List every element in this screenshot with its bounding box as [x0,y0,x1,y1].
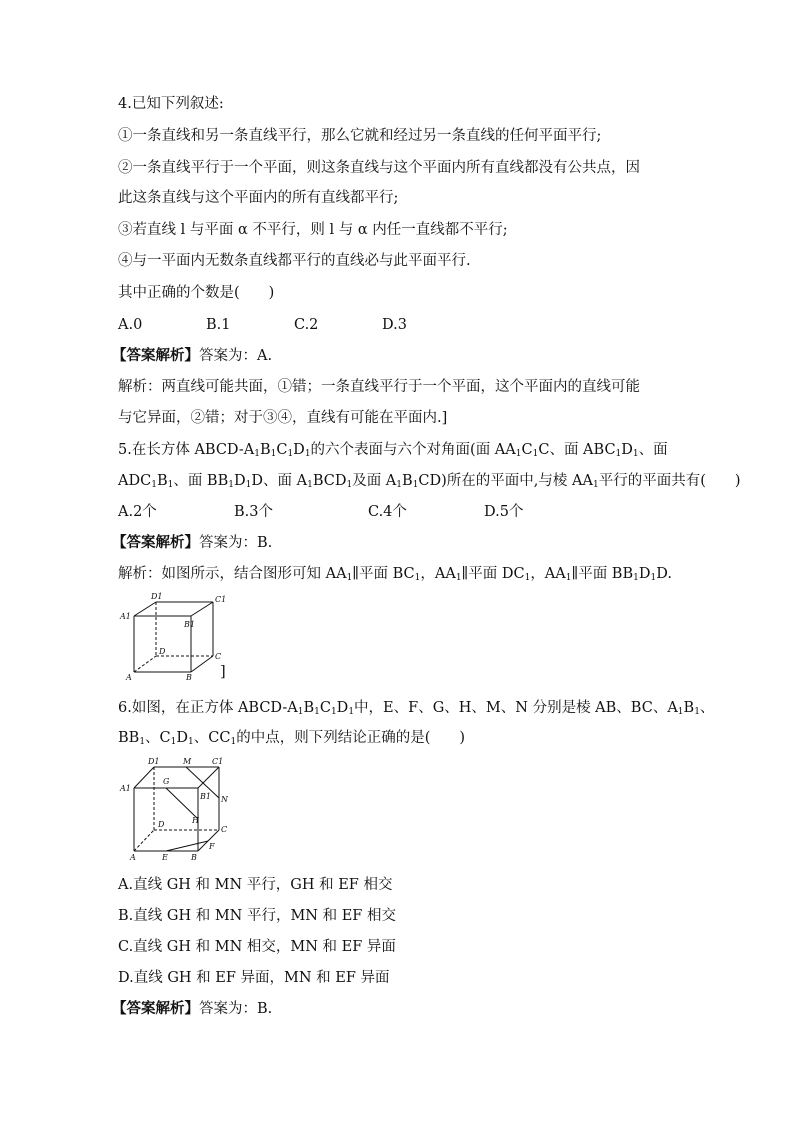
label-c: C [215,652,222,661]
text: 6.如图，在正方体 ABCD-A [118,700,298,716]
text: D [638,566,651,582]
label-b: B [191,853,197,862]
sub: 1 [524,573,531,583]
q4-option-d: D.3 [382,317,407,333]
sub: 1 [287,449,294,459]
text: B [156,473,168,489]
text: 解析：如图所示，结合图形可知 AA [118,566,347,582]
edge-bc [191,656,213,672]
label-a1: A1 [120,784,131,793]
edge-a1d1 [134,767,154,788]
q6-option-c: C.直线 GH 和 MN 相交，MN 和 EF 异面 [118,939,396,955]
label-d1: D1 [148,757,160,766]
sub: 1 [304,449,311,459]
q5-close-bracket: ] [220,664,226,680]
edge-b1c1 [198,767,219,788]
text: BCD [312,473,347,489]
text: 的六个表面与六个对角面(面 AA [310,442,516,458]
edge-ad-hidden [134,830,154,851]
label-m: M [183,757,192,766]
label-h: H [192,816,199,825]
label-b1: B1 [184,620,195,629]
answer-tag: 【答案解析】 [112,1001,199,1017]
sub: 1 [346,573,353,583]
sub: 1 [677,707,684,717]
text: D [233,473,246,489]
sub: 1 [170,737,177,747]
label-d1: D1 [151,592,163,601]
sub: 1 [307,480,313,490]
edge-ad-hidden [134,656,156,672]
text: 平行的平面共有( ) [598,473,741,489]
q6-option-d: D.直线 GH 和 EF 异面，MN 和 EF 异面 [118,970,390,986]
text: ADC [118,473,152,489]
text: ∥平面 DC [461,566,525,582]
sub: 1 [455,573,462,583]
text: B [259,442,271,458]
sub: 1 [414,573,421,583]
q4-answer [112,346,272,366]
answer-tag: 【答案解析】 [112,535,199,551]
sub: 1 [633,573,639,583]
sub: 1 [592,480,599,490]
text: D. [656,566,672,582]
q4-option-b: B.1 [206,317,231,333]
text: 及面 A [352,473,397,489]
answer-text: 答案为：B. [199,1001,273,1017]
text: C [319,700,331,716]
sub: 1 [694,707,700,717]
answer-text: 答案为：B. [199,535,273,551]
sub: 1 [396,480,403,490]
q4-option-a: A.0 [118,317,143,333]
segment-gh [166,788,198,819]
q4-statement-2a: ②一条直线平行于一个平面，则这条直线与这个平面内所有直线都没有公共点，因 [118,160,640,176]
sub: 1 [615,449,622,459]
text: 中，E、F、G、H、M、N 分别是棱 AB、BC、A [354,700,678,716]
text: C [521,442,533,458]
q5-line-1 [118,440,668,460]
q6-option-a: A.直线 GH 和 MN 平行，GH 和 EF 相交 [118,877,393,893]
label-b: B [186,673,192,682]
label-d: D [159,647,166,656]
text: D [176,730,189,746]
text: 5.在长方体 ABCD-A [118,442,255,458]
q6-line-2 [118,728,465,748]
q4-option-c: C.2 [294,317,319,333]
sub: 1 [330,707,337,717]
label-c1: C1 [215,595,227,604]
text: 、 [699,700,715,716]
label-n: N [221,795,228,804]
text: D [621,442,633,458]
text: 、C [145,730,171,746]
sub: 1 [314,707,320,717]
sub: 1 [139,737,146,747]
label-b1: B1 [200,792,211,801]
text: D [293,442,305,458]
sub: 1 [515,449,522,459]
q6-answer [112,999,272,1019]
q5-option-c: C.4个 [368,504,407,520]
text: D [336,700,349,716]
text: ，AA [530,566,566,582]
label-f: F [209,842,215,851]
sub: 1 [188,737,194,747]
q4-question: 其中正确的个数是( ) [118,285,275,301]
edge-b1c1 [191,602,213,616]
q4-statement-1: ①一条直线和另一条直线平行，那么它就和经过另一条直线的任何平面平行; [118,128,602,144]
label-a: A [130,853,136,862]
sub: 1 [632,449,639,459]
q6-cube-figure [118,755,238,863]
text: 的中点，则下列结论正确的是( ) [236,730,466,746]
q5-explanation [118,564,672,584]
answer-tag: 【答案解析】 [112,348,199,364]
text: ∥平面 BC [352,566,415,582]
text: ，AA [420,566,456,582]
q5-option-b: B.3个 [234,504,273,520]
q5-option-d: D.5个 [484,504,524,520]
q5-cuboid-figure [118,590,228,682]
text: BB [118,730,140,746]
sub: 1 [254,449,260,459]
label-e: E [162,853,168,862]
answer-text: 答案为：A. [199,348,273,364]
sub: 1 [228,480,234,490]
q4-explanation-2: 与它异面，②错；对于③④，直线有可能在平面内.] [118,410,448,426]
text: B [683,700,695,716]
text: 、面 BB [173,473,229,489]
q4-statement-4: ④与一平面内无数条直线都平行的直线必与此平面平行. [118,253,471,269]
q5-line-2 [118,471,741,491]
sub: 1 [230,737,237,747]
sub: 1 [167,480,174,490]
edge-a1d1 [134,602,156,616]
text: 、CC [193,730,231,746]
text: D、面 A [251,473,308,489]
segment-ef [166,841,208,851]
q6-option-b: B.直线 GH 和 MN 平行，MN 和 EF 相交 [118,908,396,924]
sub: 1 [270,449,277,459]
sub: 1 [151,480,157,490]
sub: 1 [565,573,572,583]
label-a1: A1 [120,612,131,621]
label-a: A [126,673,132,682]
sub: 1 [346,480,353,490]
sub: 1 [412,480,419,490]
q5-option-a: A.2个 [118,504,157,520]
text: 、面 [638,442,668,458]
text: CD)所在的平面中,与棱 AA [418,473,593,489]
q4-explanation-1: 解析：两直线可能共面，①错；一条直线平行于一个平面，这个平面内的直线可能 [118,379,640,395]
sub: 1 [348,707,355,717]
q4-statement-3: ③若直线 l 与平面 α 不平行，则 l 与 α 内任一直线都不平行; [118,222,508,238]
sub: 1 [297,707,304,717]
text: C [276,442,288,458]
label-c1: C1 [212,757,224,766]
text: B [303,700,315,716]
sub: 1 [532,449,539,459]
label-c: C [221,825,228,834]
label-d: D [158,820,165,829]
q6-line-1 [118,698,714,718]
q4-statement-2b: 此这条直线与这个平面内的所有直线都平行; [118,190,399,206]
q5-answer [112,533,272,553]
text: C、面 ABC [538,442,616,458]
label-g: G [163,777,170,786]
text: ∥平面 BB [571,566,634,582]
sub: 1 [650,573,657,583]
text: B [402,473,413,489]
sub: 1 [245,480,252,490]
q4-title: 4.已知下列叙述: [118,96,224,112]
